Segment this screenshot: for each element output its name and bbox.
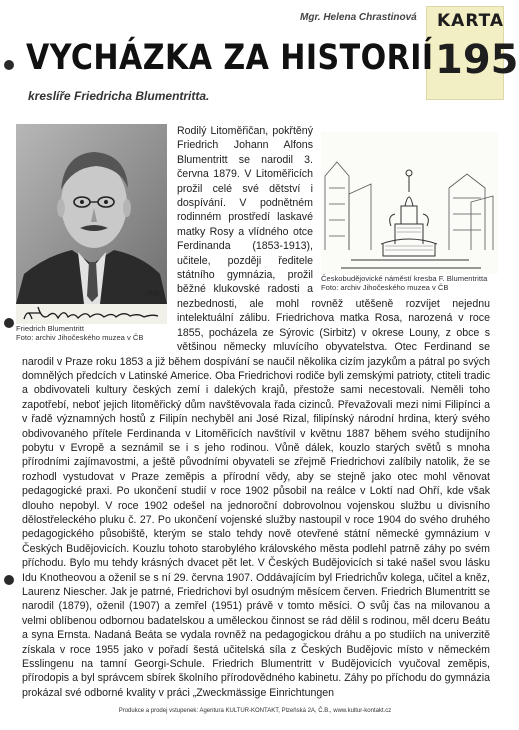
punch-hole [4,60,14,70]
svg-text:1936: 1936 [144,289,160,298]
card-number: 195 [435,37,519,83]
sketch-credit: Foto: archiv Jihočeského muzea v ČB [321,283,449,292]
page-title: VYCHÁZKA ZA HISTORIÍ [26,38,434,78]
square-sketch-figure [321,132,498,294]
portrait-credit: Foto: archiv Jihočeského muzea v ČB [16,333,144,342]
author-name: Mgr. Helena Chrastinová [300,12,417,23]
card-label: KARTA [437,11,505,31]
square-sketch-drawing [321,132,498,274]
portrait-figure [16,124,167,342]
punch-hole [4,318,14,328]
signature-image [16,304,167,324]
card-number-badge [426,6,519,100]
sketch-caption: Českobudějovické náměstí kresba F. Blumentritta [321,274,488,283]
portrait-caption: Friedrich Blumentritt [16,324,84,333]
page-subtitle: kreslíře Friedricha Blumentritta. [28,89,210,103]
article-body [16,124,490,700]
portrait-photo [16,124,167,304]
punch-hole [4,575,14,585]
footer-text: Produkce a prodej vstupenek: Agentura KULTUR-KONTAKT, Plzeňská 2A, Č.B., www.kultur-kontakt.cz [118,708,392,714]
article-paragraph: Rodilý Litoměřičan, pokřtěný Friedrich Johann Alfons Blumentritt se narodil 3. června 1879. V Litoměřicích prožil celé své dětství i dospívání. V podnětném rodinném prostředí laskavé matky Rosy a vlídného otce Ferdinanda (1853-1913), učitele, později ředitele státního gymnázia, prožil běžné klukovské radosti a nezbednosti, ale mohl rovněž utěšeně rozvíjet nejednu intelektuální zálibu. Friedrichova matka Rosa, narozená v roce 1855, pocházela ze Sýrovic (Sirbitz) v okrese Louny, z obce s většinou německy mluvícího obyvatelstva. Otec Ferdinand se narodil v Praze roku 1853 a již během dospívání se naučil několika cizím jazykům a pátral po svých domnělých předcích v Latinské Americe. Oba Friedrichovi rodiče byli zemskými patrioty, ctiteli tradic a obdivovateli kultury českých zemí i dalekých krajů, přestože sami necestovali. Neměli toho zapotřebí, neboť jejich litoměřický dům navštěvovala řada cizinců. Převažovali mezi nimi Filipínci a v řadě významných hostů z Filipín nechyběl ani José Rizal, filipínský národní hrdina, který svého obdivovaného přítele Ferdinanda v Litoměřicích navštívil v květnu 1887 během svého studijního pobytu v Evropě a seznámil se i s jeho rodinou. Vůně dálek, kouzlo starých světů s mnoha přírodními zajímavostmi, a ještě původními obyvateli se zřejmě Friedrichovi zalíbily natolik, že se rozhodl vystudovat v Praze zeměpis a přírodní vědy, aby se stejně jako otec mohl věnovat pedagogické praxi. Po ukončení studií v roce 1902 působil na reálce v Loktí nad Ohří, kde však dlouho nepobyl. V roce 1902 odešel na jednoroční dobrovolnou vojenskou službu u divisního dělostřeleckého pluku č. 27. Po ukončení vojenské služby nastoupil v roce 1904 do svého druhého pedagogického působiště, kterým se stalo tehdy nově otevřené státní německé gymnázium v Českých Budějovicích. Kouzlu tohoto starobylého královského města podlehl patrně záhy po svém příchodu. Bylo mu tehdy krásných dvacet pět let. V Českých Budějovicích si také našel svou lásku Idu Knotheovou a oženil se s ní 29. června 1907. Oddávajícím byl Friedrichův kolega, učitel a kněz, Laurenz Niescher. Jak je patrné, Friedrichovi byl osudným měsícem červen. Friedrich Blumentritt se narodil (1879), oženil (1907) a zemřel (1951) právě v tomto měsíci. O svůj čas na milovanou a velmi oblíbenou odbornou badatelskou a uměleckou činnost se rád dělil s rodinou, měl dceru Beátu a syna Ernsta. Nadaná Beáta se vydala rovněž na pedagogickou dráhu a po studiích na univerzitě získala v roce 1955 jako v pořadí šestá učitelská síla z Českých Budějovic místo v německém Esslingenu na tamní Georgi-Schule. Friedrich Blumentritt v Budějovicích vyučoval zeměpis, přírodopis a byl správcem sbírek školního přírodovědného kabinetu. Záhy po příchodu do gymnázia prokázal své odborné kvality v práci „Zweckmässige Einrichtungen [22,125,490,699]
